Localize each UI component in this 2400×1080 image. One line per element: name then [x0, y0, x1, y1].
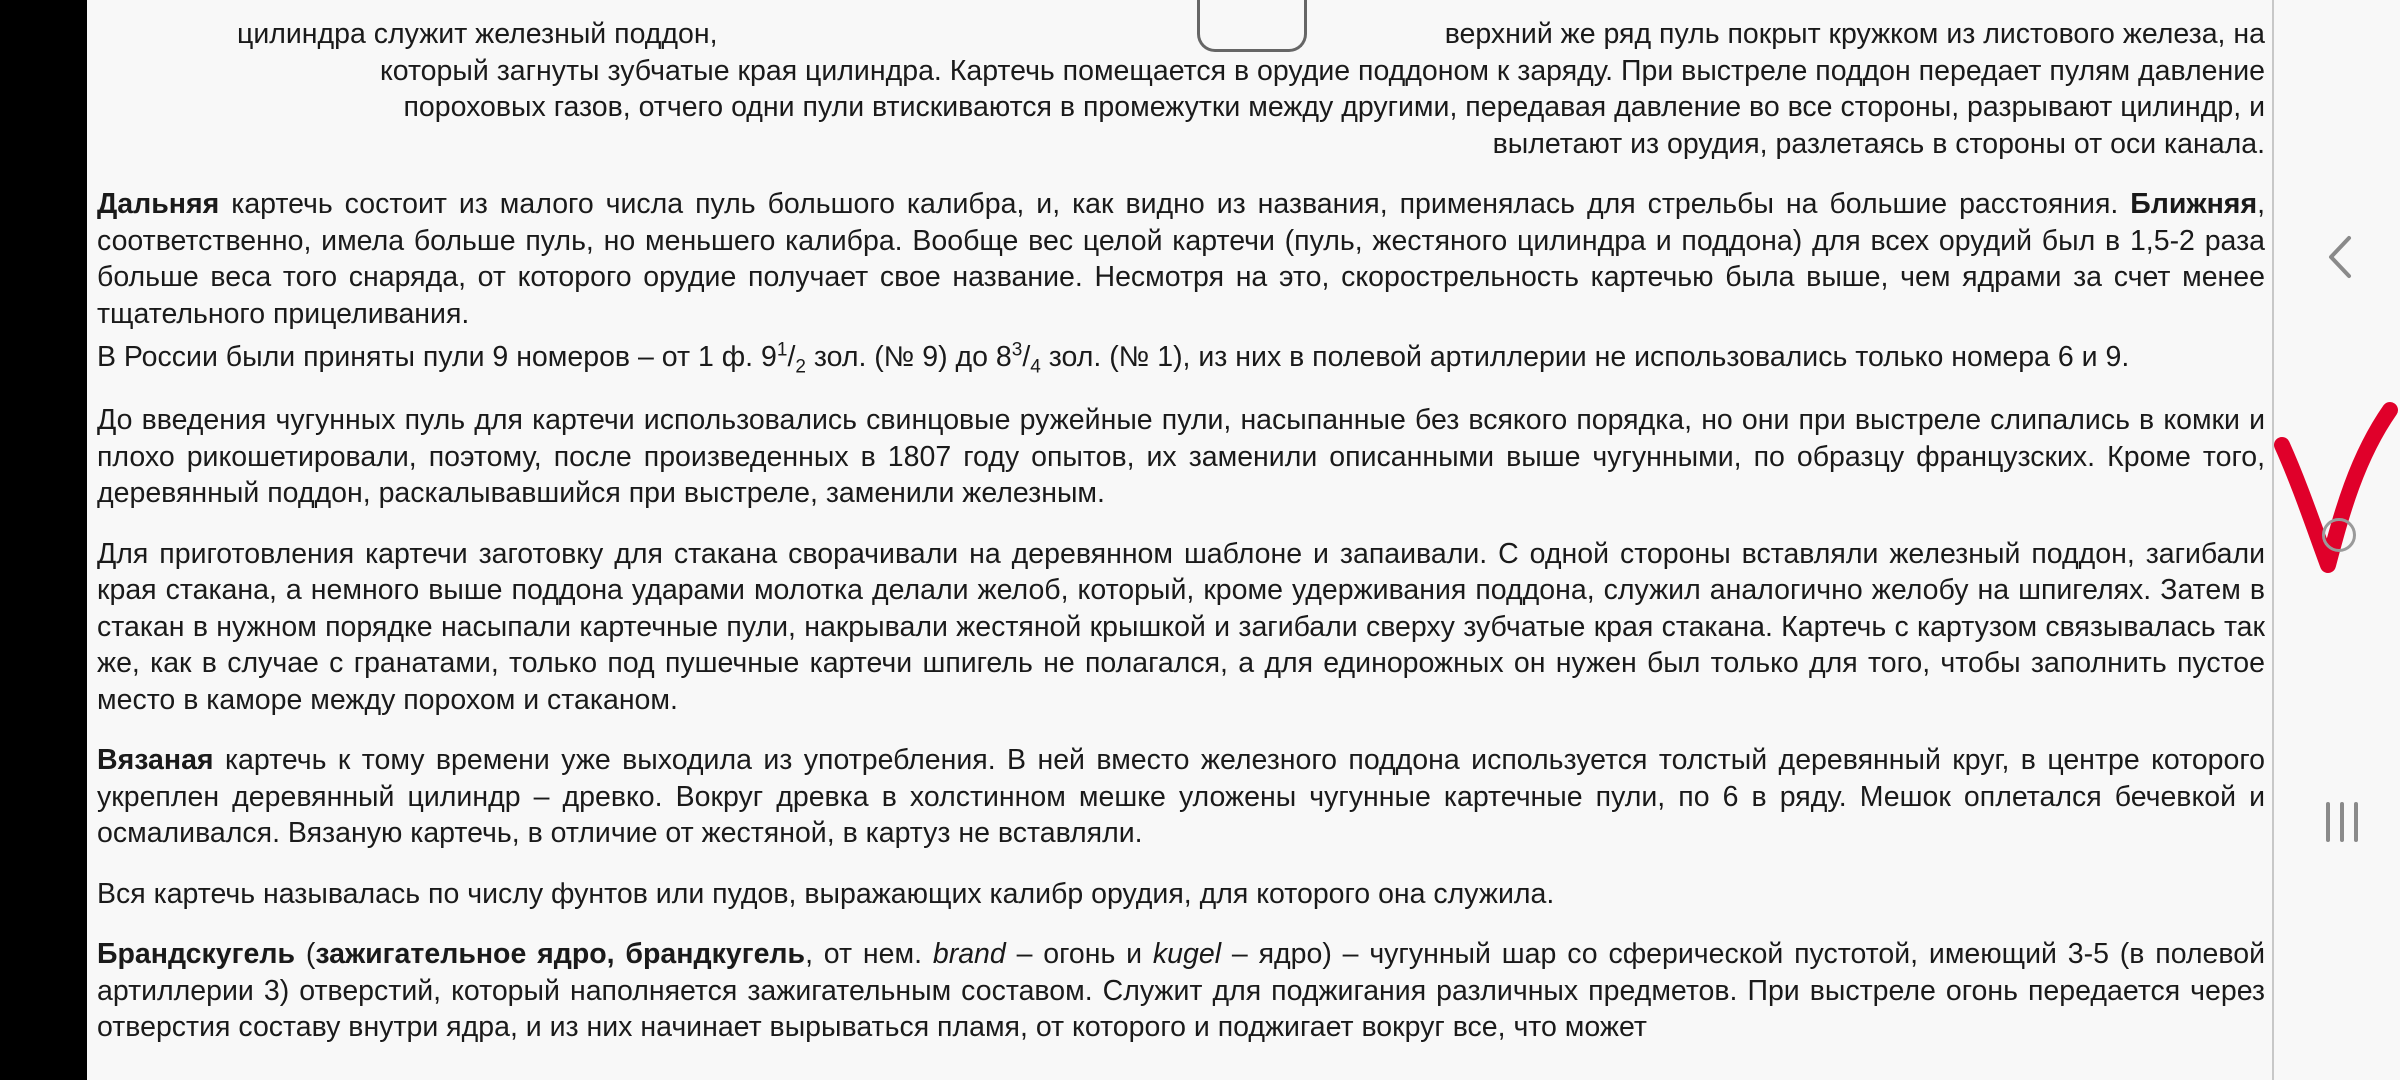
paragraph-lead-bullets: До введения чугунных пуль для картечи использовались свинцовые ружейные пули, насыпанные без всякого порядка, но они при выстреле слипались в комки и плохо рикошетировали, поэтому, после произведенных в 1807 году опытов, их заменили описанными выше чугунными, по образцу французских. Кроме того, деревянный поддон, раскалывавшийся при выстреле, заменили железным.: [97, 404, 2265, 509]
term-near: Ближняя: [2130, 188, 2258, 220]
intro-line3: пороховых газов, отчего одни пули втискиваются в промежутки между другими, передавая давление во все стороны, разрывают цилиндр, и: [403, 91, 2265, 123]
home-circle-icon[interactable]: [2322, 518, 2356, 552]
recent-apps-icon[interactable]: [2322, 800, 2362, 844]
intro-line1-right: верхний же ряд пуль покрыт кружком из листового железа, на: [1444, 18, 2265, 50]
reader-page[interactable]: [87, 0, 2272, 1080]
article-content: [97, 16, 2265, 1070]
intro-line4: вылетают из орудия, разлетаясь в стороны от оси канала.: [1492, 127, 2265, 160]
term-far: Дальняя: [97, 188, 220, 220]
paragraph-russia: В России были приняты пули 9 номеров – от 1 ф. $9^1/_2$ зол. (№ 9) до $8^3/_4$ зол. (№ 1), из них в полевой артиллерии не использовались только номера 6 и 9.: [97, 339, 2130, 378]
paragraph-brandskugel: Брандскугель (зажигательное ядро, брандкугель, от нем. brand – огонь и kugel – ядро) – чугунный шар со сферической пустотой, имеющий 3-5 (в полевой артиллерии 3) отверстий, который наполняется зажигательным составом. Служит для поджигания различных предметов. При выстреле огонь передается через отверстия составу внутри ядра, и из них начинает вырываться пламя, от которого и поджигает вокруг все, что может: [97, 938, 2265, 1043]
term-knitted: Вязаная: [97, 744, 214, 776]
intro-line2: который загнуты зубчатые края цилиндра. Картечь помещается в орудие поддоном к заряду. При выстреле поддон передает пулям давление: [379, 54, 2265, 87]
check-mark-icon: [2270, 390, 2400, 590]
term-brandskugel: Брандскугель: [97, 938, 295, 970]
paragraph-intro: [97, 16, 2265, 162]
intro-line1-left: цилиндра служит железный поддон,: [237, 18, 718, 50]
paragraph-far-near: Дальняя картечь состоит из малого числа пуль большого калибра, и, как видно из названия, применялась для стрельбы на большие расстояния. Ближняя, соответственно, имела больше пуль, но меньшего калибра. Вообще вес целой картечи (пуль, жестяного цилиндра и поддона) для всех орудий был в 1,5-2 раза больше веса того снаряда, от которого орудие получает свое название. Несмотря на это, скорострельность картечью была выше, чем ядрами за счет менее тщательного прицеливания.: [97, 188, 2265, 330]
paragraph-knitted: Вязаная картечь к тому времени уже выходила из употребления. В ней вместо железного поддона используется толстый деревянный круг, в центре которого укреплен деревянный цилиндр – древко. Вокруг древка в холстинном мешке уложены чугунные картечные пули, по 6 в ряду. Мешок оплетался бечевкой и осмаливался. Вязаную картечь, в отличие от жестяной, в картуз не вставляли.: [97, 744, 2265, 849]
left-black-bar: [0, 0, 87, 1080]
paragraph-naming: Вся картечь называлась по числу фунтов или пудов, выражающих калибр орудия, для которого она служила.: [97, 877, 1555, 910]
paragraph-preparation: Для приготовления картечи заготовку для стакана сворачивали на деревянном шаблоне и запаивали. С одной стороны вставляли железный поддон, загибали края стакана, а немного выше поддона ударами молотка делали желоб, который, кроме удерживания поддона, служил аналогично желобу на шпигелях. Затем в стакан в нужном порядке насыпали картечные пули, накрывали жестяной крышкой и загибали сверху зубчатые края стакана. Картечь с картузом связывалась так же, как в случае с гранатами, только под пушечные картечи шпигель не полагался, а для единорожных он нужен был только для того, чтобы заполнить пустое место в каморе между порохом и стаканом.: [97, 537, 2265, 716]
chevron-left-icon[interactable]: [2325, 232, 2355, 282]
